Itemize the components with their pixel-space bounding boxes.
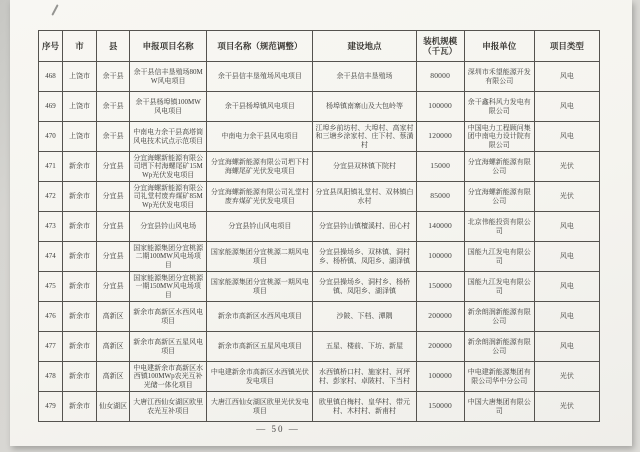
table-row xyxy=(39,122,600,152)
cell-county: 分宜县 xyxy=(97,272,130,302)
cell-city: 上饶市 xyxy=(63,92,97,122)
cell-serial-no: 478 xyxy=(39,362,63,392)
cell-adjusted-project-name: 分宜海螺新能源有限公司礼堂村废弃煤矿光伏发电项目 xyxy=(207,182,313,212)
cell-declaring-unit: 新余朗润新能源有限公司 xyxy=(464,332,534,362)
cell-installed-capacity: 150000 xyxy=(416,272,464,302)
cell-serial-no: 471 xyxy=(39,152,63,182)
cell-project-type: 风电 xyxy=(534,92,599,122)
cell-construction-location: 分宜县双林镇下院村 xyxy=(313,152,416,182)
project-table xyxy=(38,30,600,422)
cell-construction-location: 欧里镇白梅村、皇华村、带元村、木村村、新甫村 xyxy=(313,392,416,422)
cell-declaring-unit: 分宜海螺新能源有限公司 xyxy=(464,152,534,182)
cell-adjusted-project-name: 分宜海螺新能源有限公司垇下村海螺尾矿光伏发电项目 xyxy=(207,152,313,182)
cell-declaring-unit: 余干鑫科风力发电有限公司 xyxy=(464,92,534,122)
header-row xyxy=(39,31,600,62)
table-row xyxy=(39,212,600,242)
cell-adjusted-project-name: 余干县信丰垦殖场风电项目 xyxy=(207,62,313,92)
cell-project-type: 风电 xyxy=(534,242,599,272)
cell-declared-project-name: 中南电力余干县高塔筒风电技术试点示范项目 xyxy=(130,122,207,152)
cell-city: 新余市 xyxy=(63,182,97,212)
cell-declaring-unit: 中国大唐集团有限公司 xyxy=(464,392,534,422)
cell-installed-capacity: 85000 xyxy=(416,182,464,212)
cell-city: 新余市 xyxy=(63,212,97,242)
header-project-type: 项目类型 xyxy=(534,31,599,62)
table-row xyxy=(39,272,600,302)
cell-serial-no: 469 xyxy=(39,92,63,122)
cell-project-type: 风电 xyxy=(534,332,599,362)
cell-construction-location: 分宜县钤山镇檀溪村、田心村 xyxy=(313,212,416,242)
cell-installed-capacity: 120000 xyxy=(416,122,464,152)
cell-declared-project-name: 余干县信丰垦殖场80MW风电项目 xyxy=(130,62,207,92)
table-row xyxy=(39,152,600,182)
cell-county: 高新区 xyxy=(97,362,130,392)
cell-installed-capacity: 100000 xyxy=(416,92,464,122)
cell-city: 新余市 xyxy=(63,152,97,182)
cell-adjusted-project-name: 新余市高新区五星风电项目 xyxy=(207,332,313,362)
cell-declared-project-name: 余干县杨埠镇100MW风电项目 xyxy=(130,92,207,122)
cell-declared-project-name: 分宜县钤山风电场 xyxy=(130,212,207,242)
cell-county: 高新区 xyxy=(97,302,130,332)
cell-city: 新余市 xyxy=(63,302,97,332)
cell-county: 分宜县 xyxy=(97,152,130,182)
cell-construction-location: 余干县信丰垦殖场 xyxy=(313,62,416,92)
cell-project-type: 风电 xyxy=(534,62,599,92)
cell-project-type: 光伏 xyxy=(534,392,599,422)
cell-adjusted-project-name: 分宜县钤山风电项目 xyxy=(207,212,313,242)
cell-city: 上饶市 xyxy=(63,62,97,92)
table-row xyxy=(39,182,600,212)
cell-adjusted-project-name: 国家能源集团分宜桃源一期风电项目 xyxy=(207,272,313,302)
cell-installed-capacity: 15000 xyxy=(416,152,464,182)
cell-county: 余干县 xyxy=(97,122,130,152)
table-row xyxy=(39,302,600,332)
cell-installed-capacity: 100000 xyxy=(416,242,464,272)
header-county: 县 xyxy=(97,31,130,62)
cell-declaring-unit: 中国电力工程顾问集团中南电力设计院有限公司 xyxy=(464,122,534,152)
cell-adjusted-project-name: 中南电力余干县风电项目 xyxy=(207,122,313,152)
cell-installed-capacity: 200000 xyxy=(416,332,464,362)
cell-city: 新余市 xyxy=(63,362,97,392)
cell-construction-location: 杨埠镇南寨山及大包岭等 xyxy=(313,92,416,122)
cell-project-type: 风电 xyxy=(534,122,599,152)
cell-declared-project-name: 新余市高新区水西风电项目 xyxy=(130,302,207,332)
cell-installed-capacity: 80000 xyxy=(416,62,464,92)
cell-project-type: 风电 xyxy=(534,302,599,332)
cell-serial-no: 475 xyxy=(39,272,63,302)
cell-project-type: 风电 xyxy=(534,212,599,242)
cell-serial-no: 468 xyxy=(39,62,63,92)
cell-declared-project-name: 新余市高新区五星风电项目 xyxy=(130,332,207,362)
cell-serial-no: 472 xyxy=(39,182,63,212)
header-serial-no: 序号 xyxy=(39,31,63,62)
cell-construction-location: 江埠乡前坊村、大埠村、高家村和三塘乡涂家村、庄下村、蔡潢村 xyxy=(313,122,416,152)
cell-county: 仙女湖区 xyxy=(97,392,130,422)
header-declaring-unit: 申报单位 xyxy=(464,31,534,62)
cell-construction-location: 沙陂、下档、潭隅 xyxy=(313,302,416,332)
cell-county: 分宜县 xyxy=(97,242,130,272)
cell-construction-location: 分宜县操场乡、双林镇、洞村乡、杨桥镇、凤阳乡、湖泽镇 xyxy=(313,242,416,272)
cell-adjusted-project-name: 国家能源集团分宜桃源二期风电项目 xyxy=(207,242,313,272)
cell-declaring-unit: 国能九江发电有限公司 xyxy=(464,242,534,272)
cell-declared-project-name: 国家能源集团分宜桃源一期150MW风电场项目 xyxy=(130,272,207,302)
header-adjusted-project-name: 项目名称（规范调整） xyxy=(207,31,313,62)
cell-project-type: 光伏 xyxy=(534,182,599,212)
header-construction-location: 建设地点 xyxy=(313,31,416,62)
cell-project-type: 光伏 xyxy=(534,362,599,392)
table-row xyxy=(39,332,600,362)
cell-construction-location: 分宜县操场乡、洞村乡、杨桥镇、凤阳乡、湖泽镇 xyxy=(313,272,416,302)
cell-construction-location: 分宜县凤阳镇礼堂村、双林镇白水村 xyxy=(313,182,416,212)
cell-installed-capacity: 150000 xyxy=(416,392,464,422)
table-row xyxy=(39,242,600,272)
cell-serial-no: 476 xyxy=(39,302,63,332)
cell-construction-location: 水西镇桥口村、施家村、河坪村、彭家村、卓陂村、下当村 xyxy=(313,362,416,392)
cell-declared-project-name: 国家能源集团分宜桃源二期100MW风电场项目 xyxy=(130,242,207,272)
cell-county: 分宜县 xyxy=(97,182,130,212)
cell-city: 新余市 xyxy=(63,272,97,302)
cell-adjusted-project-name: 余干县杨埠镇风电项目 xyxy=(207,92,313,122)
pen-mark xyxy=(51,4,58,16)
cell-county: 余干县 xyxy=(97,62,130,92)
cell-declaring-unit: 新余朗润新能源有限公司 xyxy=(464,302,534,332)
cell-serial-no: 477 xyxy=(39,332,63,362)
cell-declared-project-name: 大唐江西仙女湖区欧里农光互补项目 xyxy=(130,392,207,422)
cell-declaring-unit: 中电建新能源集团有限公司华中分公司 xyxy=(464,362,534,392)
cell-county: 分宜县 xyxy=(97,212,130,242)
cell-serial-no: 470 xyxy=(39,122,63,152)
cell-adjusted-project-name: 中电建新余市高新区水西镇光伏发电项目 xyxy=(207,362,313,392)
table-row xyxy=(39,92,600,122)
cell-city: 上饶市 xyxy=(63,122,97,152)
cell-city: 新余市 xyxy=(63,332,97,362)
table-row xyxy=(39,392,600,422)
header-declared-project-name: 申报项目名称 xyxy=(130,31,207,62)
cell-adjusted-project-name: 新余市高新区水西风电项目 xyxy=(207,302,313,332)
document-paper xyxy=(10,0,632,446)
page-number: — 50 — xyxy=(256,424,300,434)
cell-construction-location: 五星、楼前、下坊、新屋 xyxy=(313,332,416,362)
header-installed-capacity: 装机规模（千瓦） xyxy=(416,31,464,62)
header-city: 市 xyxy=(63,31,97,62)
cell-declared-project-name: 中电建新余市高新区水西镇100MWp农光互补光储一体化项目 xyxy=(130,362,207,392)
cell-declared-project-name: 分宜海螺新能源有限公司礼堂村废弃煤矿85MWp光伏发电项目 xyxy=(130,182,207,212)
cell-project-type: 光伏 xyxy=(534,152,599,182)
cell-installed-capacity: 100000 xyxy=(416,362,464,392)
cell-project-type: 风电 xyxy=(534,272,599,302)
table-header xyxy=(39,31,600,62)
cell-installed-capacity: 200000 xyxy=(416,302,464,332)
cell-county: 余干县 xyxy=(97,92,130,122)
cell-declared-project-name: 分宜海螺新能源有限公司垇下村海螺尾矿15MWp光伏发电项目 xyxy=(130,152,207,182)
table-row xyxy=(39,62,600,92)
cell-declaring-unit: 深圳市禾望能源开发有限公司 xyxy=(464,62,534,92)
cell-serial-no: 473 xyxy=(39,212,63,242)
cell-city: 新余市 xyxy=(63,392,97,422)
cell-city: 新余市 xyxy=(63,242,97,272)
table-body xyxy=(39,62,600,422)
cell-county: 高新区 xyxy=(97,332,130,362)
cell-declaring-unit: 北京伟能投资有限公司 xyxy=(464,212,534,242)
cell-serial-no: 474 xyxy=(39,242,63,272)
table-row xyxy=(39,362,600,392)
cell-adjusted-project-name: 大唐江西仙女湖区欧里光伏发电项目 xyxy=(207,392,313,422)
cell-declaring-unit: 国能九江发电有限公司 xyxy=(464,272,534,302)
cell-installed-capacity: 140000 xyxy=(416,212,464,242)
cell-declaring-unit: 分宜海螺新能源有限公司 xyxy=(464,182,534,212)
cell-serial-no: 479 xyxy=(39,392,63,422)
